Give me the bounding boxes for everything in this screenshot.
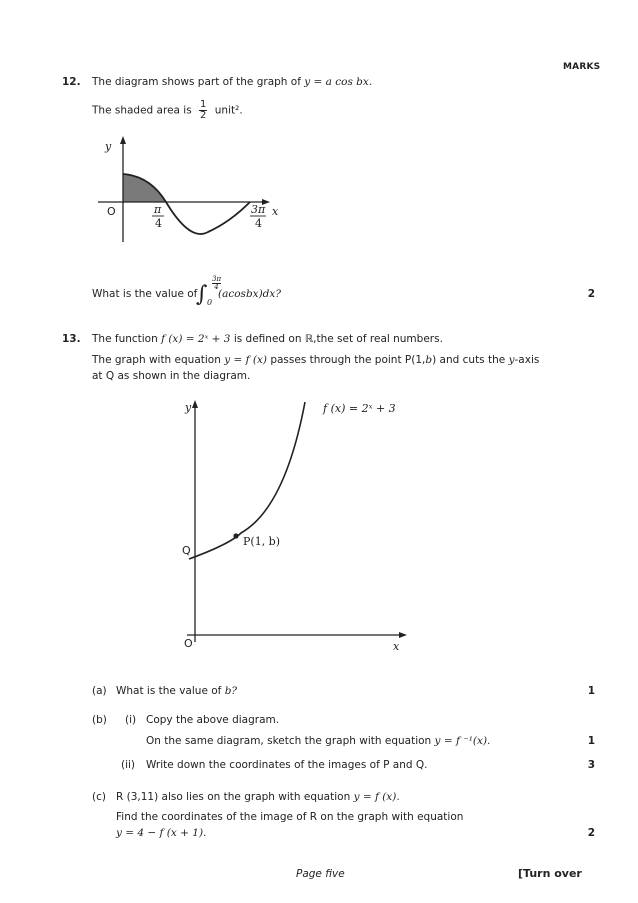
part-c-eq2: y = 4 − f (x + 1).	[116, 827, 207, 839]
part-a-var: b?	[224, 685, 238, 697]
part-b-label: (b)	[92, 714, 107, 726]
integral-sign: ∫	[196, 282, 208, 307]
q13-line2-y: y	[508, 354, 515, 366]
q13-line2-eq: y = f (x)	[224, 354, 267, 366]
question-12-shaded-area	[92, 100, 243, 121]
q13-line2-b: b	[425, 354, 433, 366]
part-b-ii-marks: 3	[587, 759, 595, 771]
tick-pi-over-4-den: 4	[155, 217, 162, 230]
part-b-i-text2-pre: On the same diagram, sketch the graph with equation	[146, 735, 432, 747]
q13-line1-post: is defined on ℝ,the set of real numbers.	[233, 333, 443, 345]
point-p-label: P(1, b)	[243, 535, 281, 548]
tick-3pi-over-4-den: 4	[255, 217, 262, 230]
part-c-text1-pre: R (3,11) also lies on the graph with equation	[116, 791, 351, 803]
curve-label: f (x) = 2ˣ + 3	[323, 402, 396, 415]
origin-label: O	[107, 205, 116, 218]
q13-line2-post: ) and cuts the	[432, 354, 506, 366]
part-b-ii-label: (ii)	[121, 759, 136, 771]
turn-over: [Turn over	[518, 867, 582, 880]
part-b-i-label: (i)	[125, 714, 137, 726]
upper-limit-den: 4	[214, 283, 219, 291]
part-b-i-text2	[146, 735, 490, 747]
q12-marks: 2	[587, 288, 595, 300]
q12-question: What is the value of	[92, 288, 198, 300]
part-a-marks: 1	[587, 685, 595, 697]
x-axis-label: x	[272, 205, 279, 218]
y-axis-label: y	[185, 401, 192, 414]
part-c-label: (c)	[92, 791, 106, 803]
q13-exponential-graph	[175, 392, 435, 654]
part-c-marks: 2	[587, 827, 595, 839]
q13-line2	[92, 354, 539, 366]
question-13-number: 13.	[62, 333, 81, 345]
point-p	[233, 533, 238, 538]
q13-line1-pre: The function	[92, 333, 158, 345]
origin-label: O	[184, 637, 193, 650]
q13-line3: at Q as shown in the diagram.	[92, 370, 251, 382]
integral-lower-limit: 0	[207, 298, 213, 307]
shaded-area-text: The shaded area is	[92, 104, 192, 117]
part-c-eq1: y = f (x).	[353, 791, 400, 803]
shaded-region	[123, 174, 166, 202]
integrand: (acosbx)dx?	[218, 288, 281, 300]
y-axis-label: y	[105, 140, 112, 153]
y-axis-arrow	[192, 400, 198, 408]
q12-equation: y = a cos bx.	[304, 76, 373, 88]
q13-line2-pre: The graph with equation	[92, 354, 221, 366]
part-c-text2: Find the coordinates of the image of R on the graph with equation	[116, 811, 464, 823]
q13-line2-mid: passes through the point P(1,	[270, 354, 426, 366]
shaded-num: 1	[200, 99, 207, 110]
y-axis-arrow	[120, 136, 126, 144]
part-b-ii-text: Write down the coordinates of the images of P and Q.	[146, 759, 428, 771]
part-c-text1	[116, 791, 400, 803]
part-a-label: (a)	[92, 685, 107, 697]
q13-line1	[92, 333, 443, 345]
q12-intro-text: The diagram shows part of the graph of	[92, 76, 305, 88]
part-b-i-eq: y = f ⁻¹(x).	[434, 735, 491, 747]
point-q-label: Q	[182, 544, 191, 557]
tick-pi-over-4-num: π	[154, 203, 162, 216]
part-a-text: What is the value of	[116, 685, 222, 697]
shaded-fraction	[199, 100, 207, 121]
part-b-i-marks: 1	[587, 735, 595, 747]
question-12-intro	[92, 76, 372, 88]
upper-limit-num: 3π	[212, 275, 222, 283]
part-a-question	[116, 685, 237, 697]
tick-3pi-over-4-num: 3π	[251, 203, 266, 216]
shaded-den: 2	[200, 110, 207, 121]
q13-line2-end: -axis	[514, 354, 540, 366]
q13-function: f (x) = 2ˣ + 3	[161, 333, 231, 345]
marks-header: MARKS	[563, 62, 601, 72]
part-b-i-text: Copy the above diagram.	[146, 714, 280, 726]
x-axis-label: x	[393, 640, 400, 653]
page-number: Page five	[296, 868, 345, 880]
question-12-number: 12.	[62, 76, 81, 88]
q12-cosine-graph	[80, 132, 300, 247]
x-axis-arrow	[399, 632, 407, 638]
shaded-unit: unit².	[214, 104, 243, 117]
